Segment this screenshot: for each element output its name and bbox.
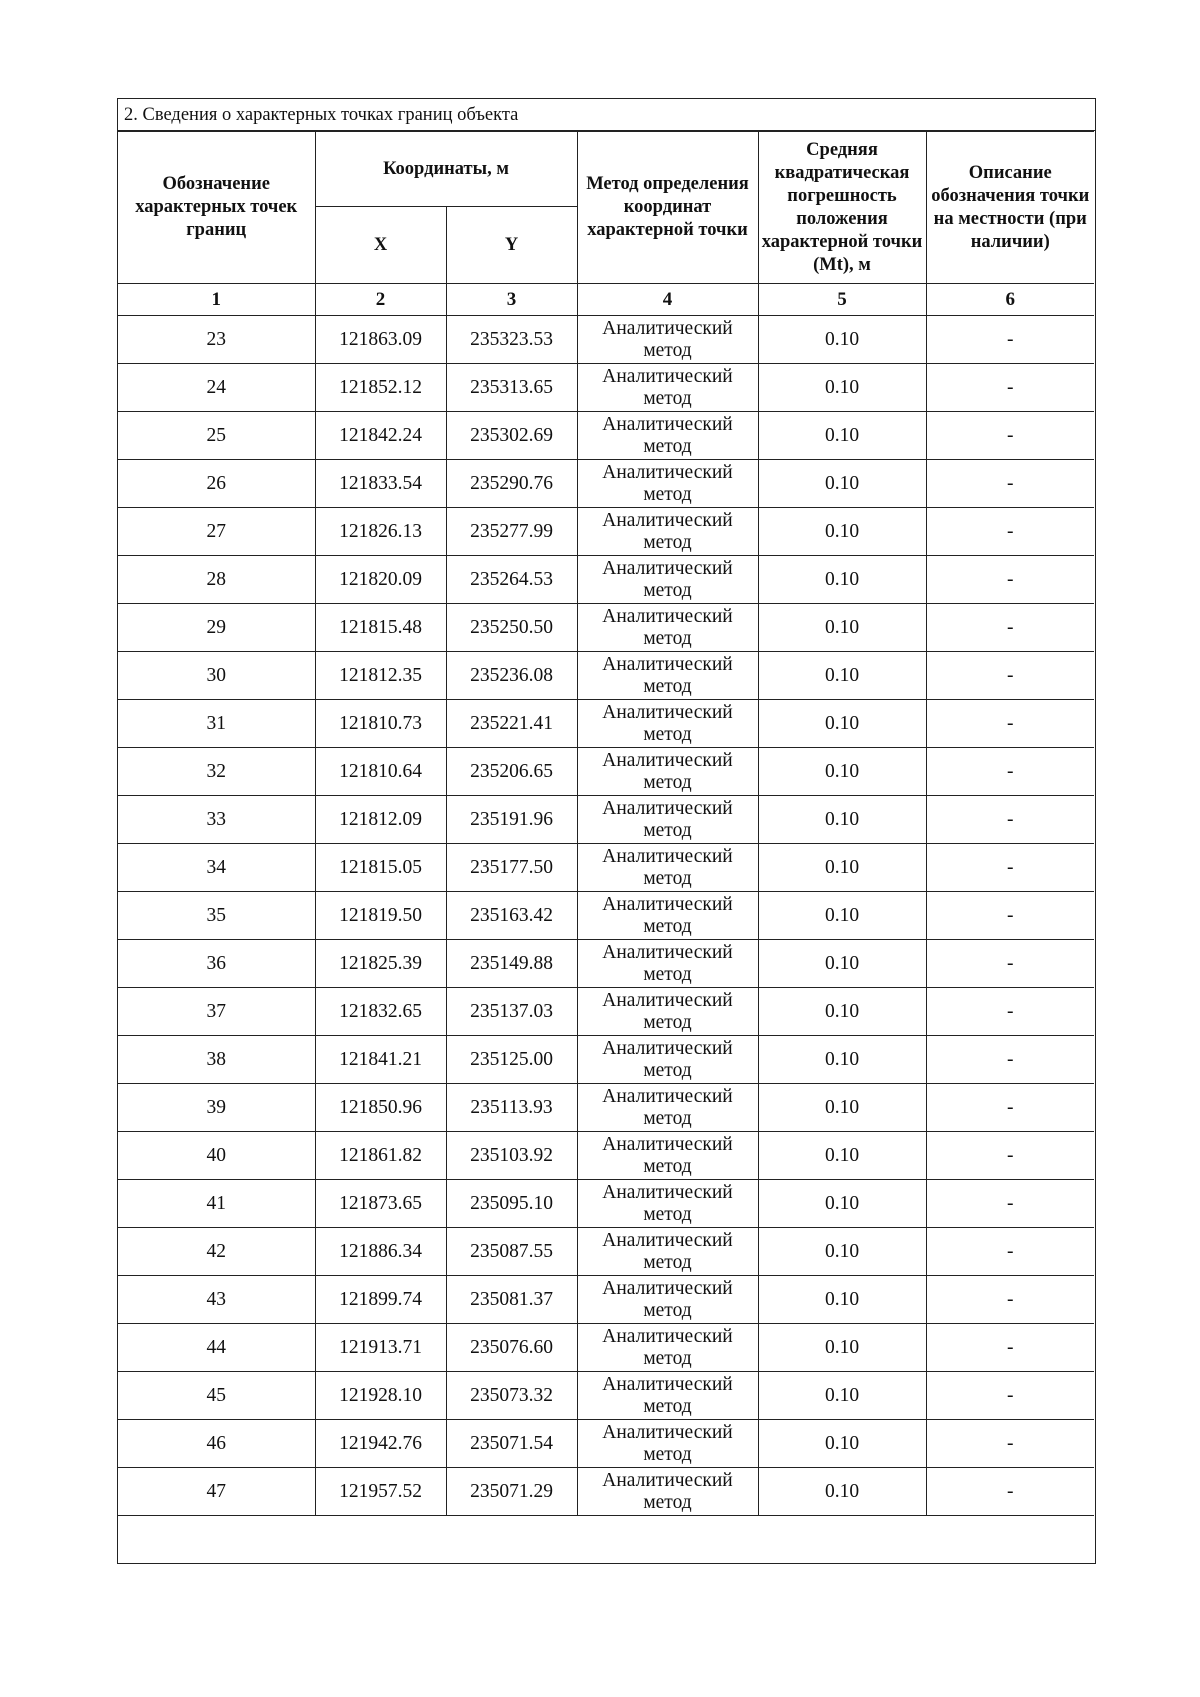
cell-x-coordinate: 121873.65: [315, 1180, 446, 1228]
cell-x-coordinate: 121832.65: [315, 988, 446, 1036]
column-number: 3: [446, 284, 577, 316]
cell-y-coordinate: 235071.54: [446, 1420, 577, 1468]
cell-method: Аналитический метод: [577, 1372, 758, 1420]
table-row: [118, 1468, 1094, 1516]
cell-point-number: 43: [118, 1276, 315, 1324]
table-row: [118, 1420, 1094, 1468]
cell-method: Аналитический метод: [577, 844, 758, 892]
header-method: Метод определения координат характерной точки: [577, 132, 758, 284]
document-sheet: [117, 98, 1096, 1564]
cell-y-coordinate: 235313.65: [446, 364, 577, 412]
cell-description: -: [926, 1372, 1094, 1420]
cell-mean-error: 0.10: [758, 412, 926, 460]
table-body: [118, 316, 1094, 1516]
cell-method: Аналитический метод: [577, 604, 758, 652]
cell-point-number: 38: [118, 1036, 315, 1084]
cell-method: Аналитический метод: [577, 1276, 758, 1324]
cell-point-number: 25: [118, 412, 315, 460]
header-mean-error: Средняя квадратическая погрешность положения характерной точки (Mt), м: [758, 132, 926, 284]
cell-mean-error: 0.10: [758, 1084, 926, 1132]
table-row: [118, 1228, 1094, 1276]
column-number: 6: [926, 284, 1094, 316]
cell-mean-error: 0.10: [758, 1324, 926, 1372]
cell-x-coordinate: 121841.21: [315, 1036, 446, 1084]
cell-y-coordinate: 235264.53: [446, 556, 577, 604]
cell-description: -: [926, 556, 1094, 604]
cell-point-number: 23: [118, 316, 315, 364]
header-row-main: [118, 132, 1094, 207]
cell-x-coordinate: 121913.71: [315, 1324, 446, 1372]
cell-mean-error: 0.10: [758, 1276, 926, 1324]
cell-point-number: 27: [118, 508, 315, 556]
table-row: [118, 1276, 1094, 1324]
cell-description: -: [926, 892, 1094, 940]
cell-mean-error: 0.10: [758, 316, 926, 364]
cell-x-coordinate: 121852.12: [315, 364, 446, 412]
cell-point-number: 31: [118, 700, 315, 748]
cell-point-number: 35: [118, 892, 315, 940]
table-row: [118, 892, 1094, 940]
cell-point-number: 47: [118, 1468, 315, 1516]
cell-description: -: [926, 748, 1094, 796]
table-row: [118, 940, 1094, 988]
cell-mean-error: 0.10: [758, 940, 926, 988]
cell-method: Аналитический метод: [577, 748, 758, 796]
cell-point-number: 41: [118, 1180, 315, 1228]
table-row: [118, 508, 1094, 556]
cell-mean-error: 0.10: [758, 508, 926, 556]
cell-method: Аналитический метод: [577, 892, 758, 940]
header-description: Описание обозначения точки на местности (при наличии): [926, 132, 1094, 284]
cell-point-number: 26: [118, 460, 315, 508]
cell-description: -: [926, 1180, 1094, 1228]
cell-point-number: 46: [118, 1420, 315, 1468]
cell-point-number: 36: [118, 940, 315, 988]
cell-method: Аналитический метод: [577, 988, 758, 1036]
cell-method: Аналитический метод: [577, 1132, 758, 1180]
cell-x-coordinate: 121957.52: [315, 1468, 446, 1516]
cell-description: -: [926, 1276, 1094, 1324]
cell-mean-error: 0.10: [758, 604, 926, 652]
cell-y-coordinate: 235302.69: [446, 412, 577, 460]
cell-x-coordinate: 121886.34: [315, 1228, 446, 1276]
cell-mean-error: 0.10: [758, 1132, 926, 1180]
cell-method: Аналитический метод: [577, 1468, 758, 1516]
cell-description: -: [926, 1420, 1094, 1468]
cell-description: -: [926, 796, 1094, 844]
cell-y-coordinate: 235277.99: [446, 508, 577, 556]
table-row: [118, 364, 1094, 412]
cell-y-coordinate: 235087.55: [446, 1228, 577, 1276]
table-row: [118, 1036, 1094, 1084]
cell-point-number: 33: [118, 796, 315, 844]
cell-description: -: [926, 364, 1094, 412]
header-point-designation: Обозначение характерных точек границ: [118, 132, 315, 284]
table-row: [118, 460, 1094, 508]
table-row: [118, 1324, 1094, 1372]
cell-y-coordinate: 235125.00: [446, 1036, 577, 1084]
cell-method: Аналитический метод: [577, 316, 758, 364]
table-row: [118, 1132, 1094, 1180]
cell-mean-error: 0.10: [758, 1036, 926, 1084]
table-row: [118, 796, 1094, 844]
boundary-points-table: [118, 131, 1094, 1549]
cell-mean-error: 0.10: [758, 988, 926, 1036]
table-row: [118, 1372, 1094, 1420]
cell-y-coordinate: 235177.50: [446, 844, 577, 892]
cell-y-coordinate: 235290.76: [446, 460, 577, 508]
cell-mean-error: 0.10: [758, 460, 926, 508]
column-number-row: [118, 284, 1094, 316]
column-number: 2: [315, 284, 446, 316]
section-title: 2. Сведения о характерных точках границ объекта: [118, 99, 1095, 131]
cell-description: -: [926, 1036, 1094, 1084]
cell-point-number: 42: [118, 1228, 315, 1276]
cell-point-number: 45: [118, 1372, 315, 1420]
cell-description: -: [926, 700, 1094, 748]
cell-method: Аналитический метод: [577, 1228, 758, 1276]
table-row: [118, 604, 1094, 652]
cell-mean-error: 0.10: [758, 844, 926, 892]
header-x: X: [315, 207, 446, 284]
cell-description: -: [926, 988, 1094, 1036]
cell-x-coordinate: 121928.10: [315, 1372, 446, 1420]
cell-mean-error: 0.10: [758, 700, 926, 748]
cell-description: -: [926, 1324, 1094, 1372]
cell-x-coordinate: 121825.39: [315, 940, 446, 988]
table-row: [118, 316, 1094, 364]
cell-point-number: 29: [118, 604, 315, 652]
cell-point-number: 30: [118, 652, 315, 700]
cell-x-coordinate: 121863.09: [315, 316, 446, 364]
cell-y-coordinate: 235221.41: [446, 700, 577, 748]
cell-method: Аналитический метод: [577, 364, 758, 412]
cell-y-coordinate: 235103.92: [446, 1132, 577, 1180]
cell-x-coordinate: 121842.24: [315, 412, 446, 460]
cell-method: Аналитический метод: [577, 796, 758, 844]
cell-x-coordinate: 121826.13: [315, 508, 446, 556]
cell-description: -: [926, 316, 1094, 364]
table-row: [118, 556, 1094, 604]
cell-y-coordinate: 235081.37: [446, 1276, 577, 1324]
table-row: [118, 844, 1094, 892]
cell-x-coordinate: 121815.05: [315, 844, 446, 892]
table-row: [118, 700, 1094, 748]
cell-x-coordinate: 121815.48: [315, 604, 446, 652]
cell-method: Аналитический метод: [577, 1180, 758, 1228]
cell-y-coordinate: 235073.32: [446, 1372, 577, 1420]
cell-y-coordinate: 235071.29: [446, 1468, 577, 1516]
cell-description: -: [926, 604, 1094, 652]
column-number: 1: [118, 284, 315, 316]
cell-mean-error: 0.10: [758, 1228, 926, 1276]
cell-method: Аналитический метод: [577, 412, 758, 460]
cell-x-coordinate: 121812.09: [315, 796, 446, 844]
empty-cell: [118, 1516, 1094, 1550]
cell-x-coordinate: 121942.76: [315, 1420, 446, 1468]
cell-x-coordinate: 121810.73: [315, 700, 446, 748]
cell-y-coordinate: 235323.53: [446, 316, 577, 364]
cell-description: -: [926, 940, 1094, 988]
cell-mean-error: 0.10: [758, 652, 926, 700]
cell-y-coordinate: 235250.50: [446, 604, 577, 652]
cell-x-coordinate: 121819.50: [315, 892, 446, 940]
table-row: [118, 988, 1094, 1036]
cell-x-coordinate: 121820.09: [315, 556, 446, 604]
cell-point-number: 37: [118, 988, 315, 1036]
cell-x-coordinate: 121899.74: [315, 1276, 446, 1324]
cell-y-coordinate: 235076.60: [446, 1324, 577, 1372]
cell-x-coordinate: 121850.96: [315, 1084, 446, 1132]
cell-point-number: 28: [118, 556, 315, 604]
cell-method: Аналитический метод: [577, 940, 758, 988]
cell-mean-error: 0.10: [758, 556, 926, 604]
cell-y-coordinate: 235191.96: [446, 796, 577, 844]
cell-description: -: [926, 460, 1094, 508]
header-y: Y: [446, 207, 577, 284]
table-row: [118, 652, 1094, 700]
cell-point-number: 40: [118, 1132, 315, 1180]
cell-mean-error: 0.10: [758, 1420, 926, 1468]
column-number: 4: [577, 284, 758, 316]
cell-y-coordinate: 235137.03: [446, 988, 577, 1036]
cell-method: Аналитический метод: [577, 1036, 758, 1084]
cell-y-coordinate: 235113.93: [446, 1084, 577, 1132]
cell-description: -: [926, 1084, 1094, 1132]
cell-x-coordinate: 121833.54: [315, 460, 446, 508]
cell-x-coordinate: 121810.64: [315, 748, 446, 796]
cell-mean-error: 0.10: [758, 1180, 926, 1228]
cell-point-number: 24: [118, 364, 315, 412]
cell-method: Аналитический метод: [577, 652, 758, 700]
cell-description: -: [926, 844, 1094, 892]
cell-mean-error: 0.10: [758, 892, 926, 940]
table-row: [118, 1180, 1094, 1228]
cell-mean-error: 0.10: [758, 1372, 926, 1420]
cell-method: Аналитический метод: [577, 556, 758, 604]
header-coordinates: Координаты, м: [315, 132, 577, 207]
table-row: [118, 1084, 1094, 1132]
cell-point-number: 32: [118, 748, 315, 796]
cell-y-coordinate: 235206.65: [446, 748, 577, 796]
cell-point-number: 44: [118, 1324, 315, 1372]
cell-method: Аналитический метод: [577, 1324, 758, 1372]
cell-point-number: 39: [118, 1084, 315, 1132]
cell-description: -: [926, 1228, 1094, 1276]
column-number: 5: [758, 284, 926, 316]
cell-mean-error: 0.10: [758, 748, 926, 796]
cell-description: -: [926, 1468, 1094, 1516]
cell-x-coordinate: 121812.35: [315, 652, 446, 700]
cell-mean-error: 0.10: [758, 796, 926, 844]
cell-description: -: [926, 1132, 1094, 1180]
cell-method: Аналитический метод: [577, 700, 758, 748]
cell-method: Аналитический метод: [577, 508, 758, 556]
table-row: [118, 748, 1094, 796]
cell-method: Аналитический метод: [577, 460, 758, 508]
cell-description: -: [926, 508, 1094, 556]
cell-method: Аналитический метод: [577, 1420, 758, 1468]
cell-mean-error: 0.10: [758, 1468, 926, 1516]
table-empty-footer-row: [118, 1516, 1094, 1550]
cell-method: Аналитический метод: [577, 1084, 758, 1132]
cell-y-coordinate: 235095.10: [446, 1180, 577, 1228]
cell-y-coordinate: 235236.08: [446, 652, 577, 700]
cell-description: -: [926, 412, 1094, 460]
cell-description: -: [926, 652, 1094, 700]
cell-y-coordinate: 235163.42: [446, 892, 577, 940]
cell-point-number: 34: [118, 844, 315, 892]
cell-mean-error: 0.10: [758, 364, 926, 412]
cell-y-coordinate: 235149.88: [446, 940, 577, 988]
table-row: [118, 412, 1094, 460]
cell-x-coordinate: 121861.82: [315, 1132, 446, 1180]
